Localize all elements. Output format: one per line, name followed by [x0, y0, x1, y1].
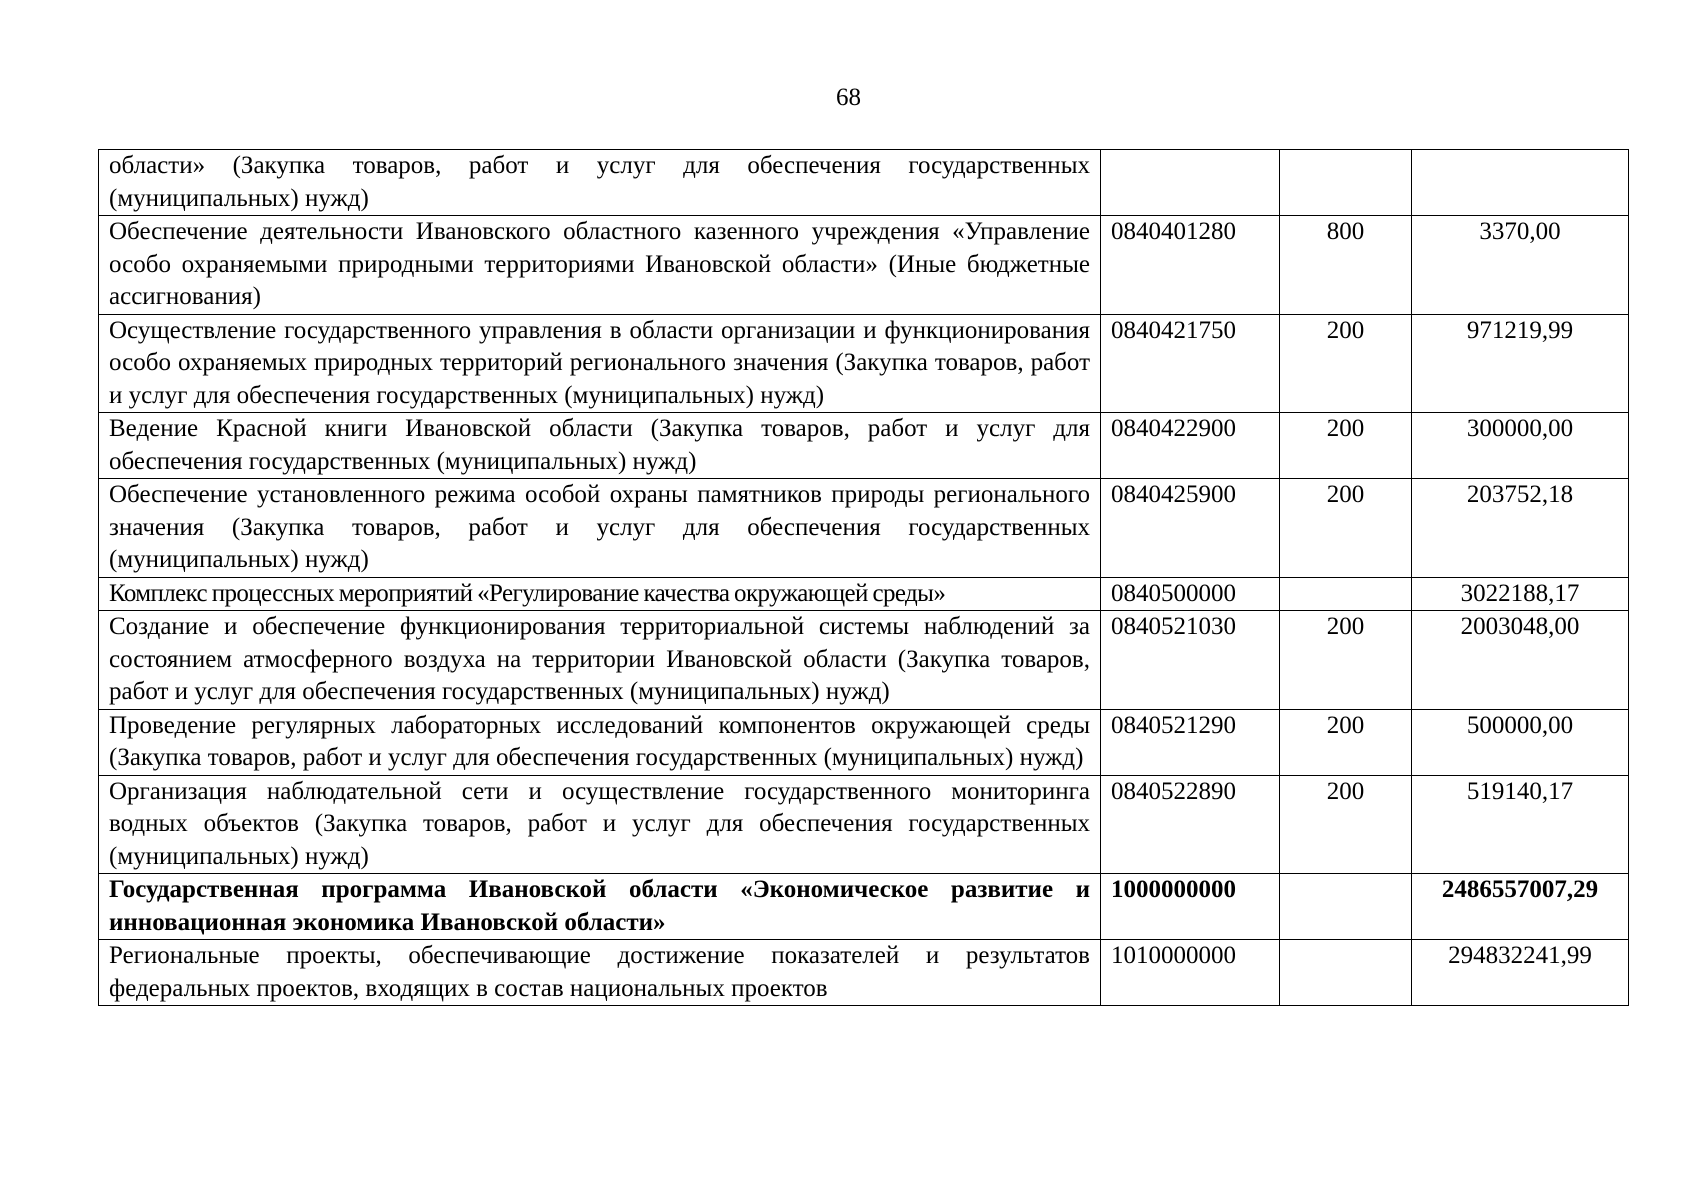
row-code-cell: 0840522890 — [1101, 775, 1280, 874]
row-sum-cell: 3022188,17 — [1412, 577, 1629, 611]
row-description-cell: Региональные проекты, обеспечивающие достижение показателей и результатов федеральных проектов, входящих в состав национальных проектов — [99, 940, 1101, 1006]
row-expense-type-cell — [1280, 150, 1412, 216]
row-expense-type-cell — [1280, 874, 1412, 940]
row-expense-type-cell: 200 — [1280, 709, 1412, 775]
row-expense-type-cell: 200 — [1280, 314, 1412, 413]
row-expense-type-cell — [1280, 577, 1412, 611]
row-sum-cell: 203752,18 — [1412, 479, 1629, 578]
table-row — [99, 611, 1629, 710]
row-code-cell: 0840425900 — [1101, 479, 1280, 578]
row-description-cell: Создание и обеспечение функционирования территориальной системы наблюдений за состоянием атмосферного воздуха на территории Ивановской области (Закупка товаров, работ и услуг для обеспечения государственных (муниципальных) нужд) — [99, 611, 1101, 710]
table-row — [99, 216, 1629, 315]
budget-table-body — [99, 150, 1629, 1006]
row-code-cell: 0840421750 — [1101, 314, 1280, 413]
row-expense-type-cell — [1280, 940, 1412, 1006]
row-code-cell: 0840500000 — [1101, 577, 1280, 611]
row-sum-cell — [1412, 150, 1629, 216]
row-sum-cell: 971219,99 — [1412, 314, 1629, 413]
table-row — [99, 940, 1629, 1006]
row-description-cell: Комплекс процессных мероприятий «Регулирование качества окружающей среды» — [99, 577, 1101, 611]
row-expense-type-cell: 200 — [1280, 611, 1412, 710]
table-row — [99, 479, 1629, 578]
table-row — [99, 577, 1629, 611]
row-sum-cell: 294832241,99 — [1412, 940, 1629, 1006]
row-description-cell: Ведение Красной книги Ивановской области (Закупка товаров, работ и услуг для обеспечения государственных (муниципальных) нужд) — [99, 413, 1101, 479]
row-sum-cell: 2003048,00 — [1412, 611, 1629, 710]
budget-table — [98, 149, 1629, 1006]
row-expense-type-cell: 800 — [1280, 216, 1412, 315]
row-code-cell: 0840422900 — [1101, 413, 1280, 479]
row-description-cell: Обеспечение деятельности Ивановского областного казенного учреждения «Управление особо охраняемыми природными территориями Ивановской области» (Иные бюджетные ассигнования) — [99, 216, 1101, 315]
row-expense-type-cell: 200 — [1280, 775, 1412, 874]
row-description-cell: области» (Закупка товаров, работ и услуг для обеспечения государственных (муниципальных) нужд) — [99, 150, 1101, 216]
row-sum-cell: 500000,00 — [1412, 709, 1629, 775]
table-row — [99, 709, 1629, 775]
row-code-cell: 1000000000 — [1101, 874, 1280, 940]
table-row — [99, 874, 1629, 940]
page-number: 68 — [836, 84, 861, 111]
row-sum-cell: 519140,17 — [1412, 775, 1629, 874]
row-description-cell: Государственная программа Ивановской области «Экономическое развитие и инновационная экономика Ивановской области» — [99, 874, 1101, 940]
row-sum-cell: 3370,00 — [1412, 216, 1629, 315]
row-description-cell: Осуществление государственного управления в области организации и функционирования особо охраняемых природных территорий регионального значения (Закупка товаров, работ и услуг для обеспечения государственных (муниципальных) нужд) — [99, 314, 1101, 413]
row-description-cell: Обеспечение установленного режима особой охраны памятников природы регионального значения (Закупка товаров, работ и услуг для обеспечения государственных (муниципальных) нужд) — [99, 479, 1101, 578]
row-description-cell: Проведение регулярных лабораторных исследований компонентов окружающей среды (Закупка товаров, работ и услуг для обеспечения государственных (муниципальных) нужд) — [99, 709, 1101, 775]
row-code-cell: 0840521030 — [1101, 611, 1280, 710]
table-row — [99, 150, 1629, 216]
row-expense-type-cell: 200 — [1280, 479, 1412, 578]
row-code-cell: 0840401280 — [1101, 216, 1280, 315]
row-code-cell: 0840521290 — [1101, 709, 1280, 775]
row-sum-cell: 300000,00 — [1412, 413, 1629, 479]
table-row — [99, 413, 1629, 479]
row-sum-cell: 2486557007,29 — [1412, 874, 1629, 940]
row-code-cell: 1010000000 — [1101, 940, 1280, 1006]
table-row — [99, 775, 1629, 874]
table-row — [99, 314, 1629, 413]
row-expense-type-cell: 200 — [1280, 413, 1412, 479]
row-description-cell: Организация наблюдательной сети и осуществление государственного мониторинга водных объектов (Закупка товаров, работ и услуг для обеспечения государственных (муниципальных) нужд) — [99, 775, 1101, 874]
row-code-cell — [1101, 150, 1280, 216]
